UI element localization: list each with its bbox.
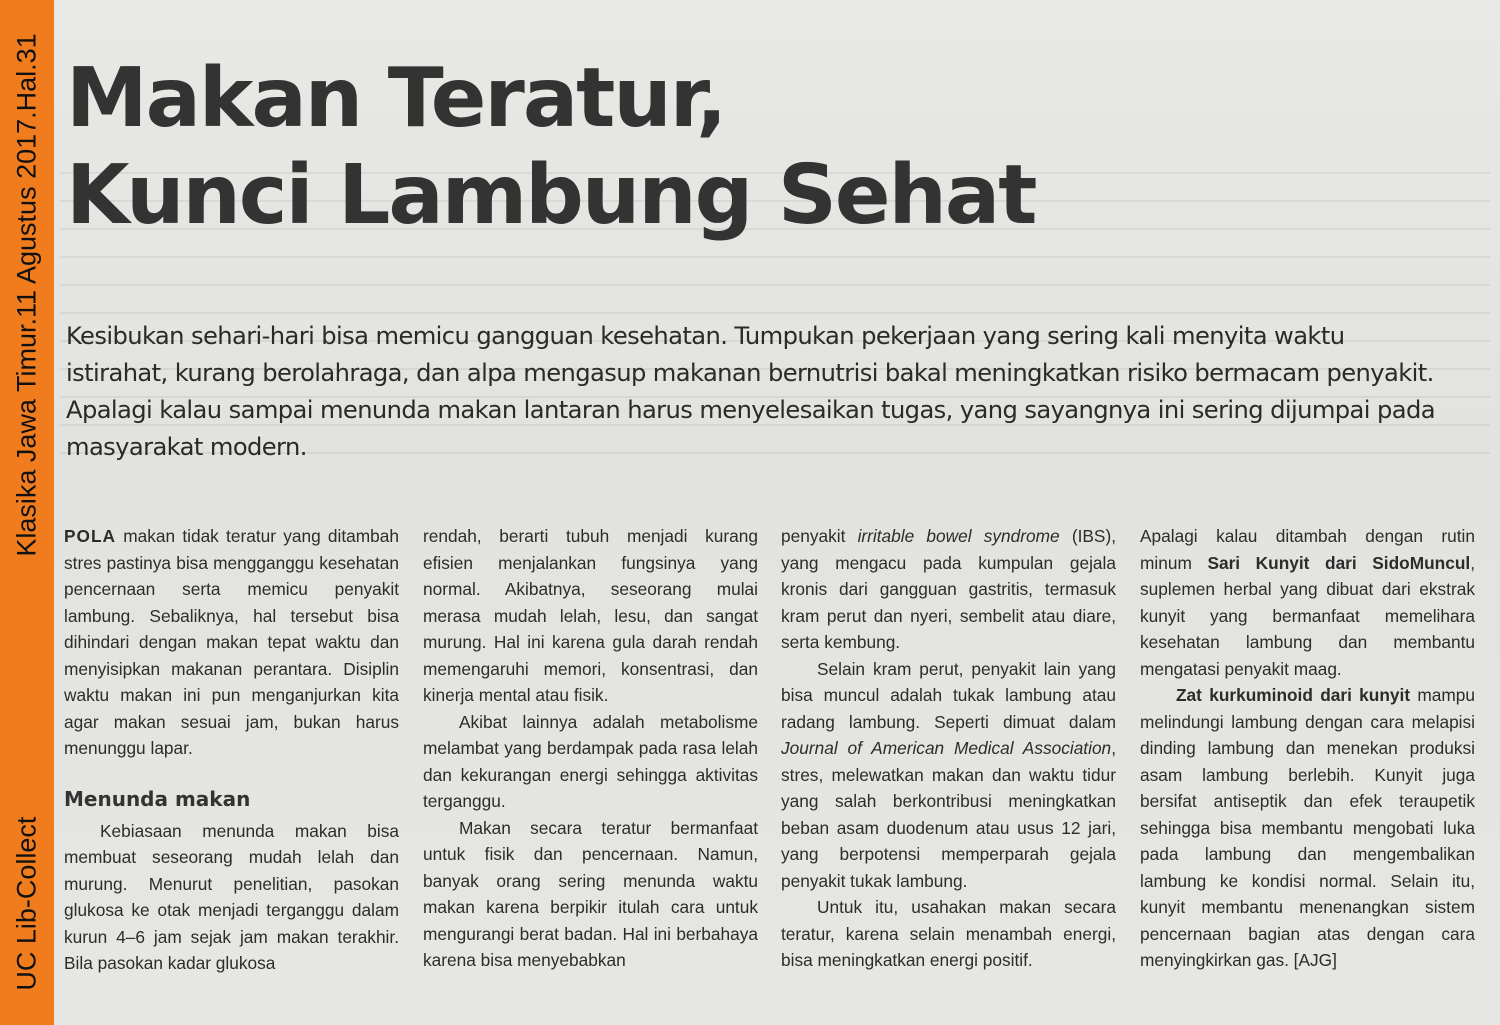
article-headline (66, 50, 1066, 244)
article-column-2 (423, 523, 758, 974)
column-3-p2-text-b: , stres, melewatkan makan dan waktu tidur yang salah berkontribusi meningkatkan beban asam duodenum atau usus 12 jari, yang berpotensi memperparah gejala penyakit tukak lambung. (781, 738, 1116, 891)
side-strip-label (12, 33, 43, 990)
column-3-paragraph-3: Untuk itu, usahakan makan secara teratur, karena selain menambah energi, bisa meningkatkan energi positif. (781, 897, 1116, 970)
column-1-paragraph-2: Kebiasaan menunda makan bisa membuat seseorang mudah lelah dan murung. Menurut penelitian, pasokan glukosa ke otak menjadi terganggu dalam kurun 4–6 jam sejak jam makan terakhir. Bila pasokan kadar glukosa (64, 820, 399, 973)
column-3-p1-text-b: (IBS), yang mengacu pada kumpulan gejala kronis dari gangguan gastritis, termasuk kram perut dan nyeri, sembelit atau diare, serta kembung. (781, 526, 1116, 652)
column-4-p1-text-a: Apalagi kalau ditambah dengan rutin minum (1140, 526, 1475, 573)
column-3-p1-text-a: penyakit (781, 526, 858, 546)
article-lead: Kesibukan sehari-hari bisa memicu gangguan kesehatan. Tumpukan pekerjaan yang sering kali menyita waktu istirahat, kurang berolahraga, dan alpa mengasup makanan bernutrisi bakal meningkatkan risiko bermacam penyakit. Apalagi kalau sampai menunda makan lantaran harus menyelesaikan tugas, yang sayangnya ini sering dijumpai pada masyarakat modern. (66, 322, 1435, 461)
article-column-3 (781, 523, 1116, 974)
article-column-4 (1140, 523, 1475, 974)
column-2-paragraph-1: rendah, berarti tubuh menjadi kurang efisien menjalankan fungsinya yang normal. Akibatnya, seseorang mulai merasa mudah lelah, lesu, dan sangat murung. Hal ini karena gula darah rendah memengaruhi memori, konsentrasi, dan kinerja mental atau fisik. (423, 526, 758, 705)
headline-line-1: Makan Teratur, (66, 51, 726, 146)
archive-side-strip (0, 0, 54, 1025)
column-3-paragraph-1 (781, 523, 1116, 656)
subheading-menunda-makan: Menunda makan (64, 786, 251, 811)
source-citation: Klasika Jawa Timur.11 Agustus 2017.Hal.31 (11, 33, 42, 557)
product-name: Sari Kunyit dari SidoMuncul (1207, 552, 1471, 573)
column-4-paragraph-1 (1140, 523, 1475, 682)
journal-title: Journal of American Medical Association (781, 738, 1112, 758)
ibs-term: irritable bowel syndrome (857, 526, 1060, 546)
collection-label: UC Lib-Collect (11, 816, 42, 991)
column-4-p2-text: mampu melindungi lambung dengan cara melapisi dinding lambung dan menekan produksi asam lambung berlebih. Kunyit juga bersifat antiseptik dan efek teraupetik sehingga bisa membantu mengobati luka pada lambung dan mengembalikan lambung ke kondisi normal. Selain itu, kunyit membantu menenangkan sistem pencernaan bagian atas dengan cara menyingkirkan gas. [AJG] (1140, 685, 1475, 970)
column-4-paragraph-2 (1140, 682, 1475, 974)
column-2-paragraph-3: Makan secara teratur bermanfaat untuk fisik dan pencernaan. Namun, banyak orang sering menunda waktu makan karena berpikir itulah cara untuk mengurangi berat badan. Hal ini berbahaya karena bisa menyebabkan (423, 817, 758, 970)
column-3-paragraph-2 (781, 656, 1116, 895)
column-1-paragraph-1-text: makan tidak teratur yang ditambah stres pastinya bisa mengganggu kesehatan pencernaan serta memicu penyakit lambung. Sebaliknya, hal tersebut bisa dihindari dengan makan tepat waktu dan menyisipkan makanan perantara. Disiplin waktu makan ini pun menganjurkan kita agar makan sesuai jam, bukan harus menunggu lapar. (64, 526, 399, 758)
column-1-paragraph-1 (64, 523, 399, 762)
curcuminoid-term: Zat kurkuminoid dari kunyit (1176, 685, 1411, 705)
lede-word: POLA (64, 526, 117, 546)
headline-line-2: Kunci Lambung Sehat (66, 148, 1036, 243)
column-3-p2-text-a: Selain kram perut, penyakit lain yang bisa muncul adalah tukak lambung atau radang lambung. Seperti dimuat dalam (781, 658, 1116, 732)
article-column-1 (64, 523, 399, 977)
column-2-paragraph-2: Akibat lainnya adalah metabolisme melambat yang berdampak pada rasa lelah dan kekurangan energi sehingga aktivitas terganggu. (423, 711, 758, 811)
column-4-p1-text-b: , suplemen herbal yang dibuat dari ekstrak kunyit yang bermanfaat memelihara kesehatan lambung dan membantu mengatasi penyakit maag. (1140, 552, 1476, 679)
